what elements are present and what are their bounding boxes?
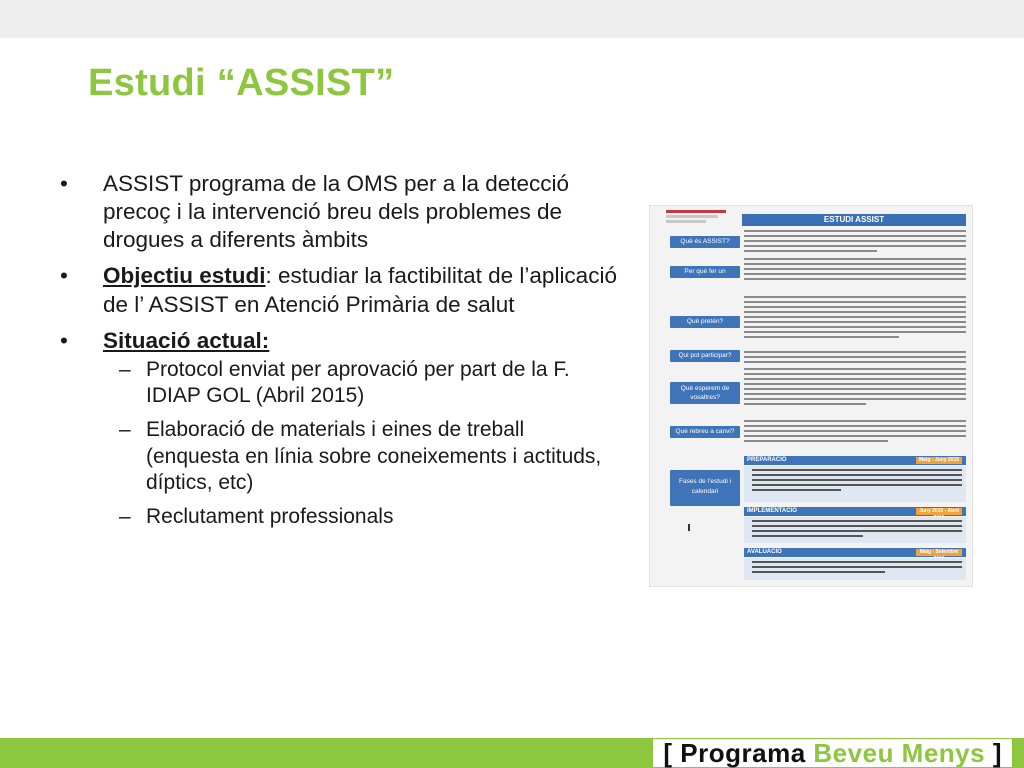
sub-bullet-item: – Reclutament professionals xyxy=(103,504,620,530)
bullet-label: Objectiu estudi xyxy=(103,263,266,289)
doc-answer xyxy=(744,368,966,408)
doc-question: Qui pot participar? xyxy=(670,350,740,362)
doc-question: Què pretén? xyxy=(670,316,740,328)
sub-bullet-item: – Elaboració de materials i eines de treball (enquesta en línia sobre coneixements i actituds, díptics, etc) xyxy=(103,417,620,496)
doc-answer xyxy=(744,351,966,366)
phase-dates: Maig - Juny 2015 xyxy=(916,457,962,464)
bullet-item xyxy=(60,170,620,254)
bullet-text: : estudiar la factibilitat de l’aplicació de l’ ASSIST en Atenció Primària de salut xyxy=(103,263,617,317)
bullet-text: ASSIST programa de la OMS per a la detecció precoç i la intervenció breu dels problemes de drogues a diferents àmbits xyxy=(103,171,570,253)
program-brand: [ Programa Beveu Menys ] xyxy=(653,739,1012,767)
sub-bullet-item: – Protocol enviat per aprovació per part de la F. IDIAP GOL (Abril 2015) xyxy=(103,357,620,410)
sub-bullet-list xyxy=(103,357,620,531)
doc-answer xyxy=(744,296,966,341)
bullet-item xyxy=(60,262,620,318)
agency-logo xyxy=(666,210,736,230)
phase-band: IMPLEMENTACIÓ Juny 2015 - Abril xyxy=(744,507,966,516)
slide-title: Estudi “ASSIST” xyxy=(88,62,395,104)
bullet-label: Situació actual: xyxy=(103,327,270,353)
phase-content xyxy=(744,558,966,580)
doc-answer xyxy=(744,420,966,445)
decorative-mark xyxy=(688,524,690,531)
slide-body xyxy=(60,170,620,538)
doc-question: Què esperem de vosaltres? xyxy=(670,382,740,404)
phase-dates: Maig - Setembre xyxy=(916,549,962,556)
doc-answer xyxy=(744,230,966,255)
top-bar xyxy=(0,0,1024,38)
phase-content xyxy=(744,466,966,502)
doc-question: Què és ASSIST? xyxy=(670,236,740,248)
phase-band: PREPARACIÓ Maig - Juny 2015 xyxy=(744,456,966,465)
doc-question: Fases de l’estudi i calendari xyxy=(670,470,740,506)
phase-band: AVALUACIÓ Maig - Setembre xyxy=(744,548,966,557)
document-header: ESTUDI ASSIST xyxy=(742,214,966,226)
bullet-item xyxy=(60,327,620,531)
phase-content xyxy=(744,517,966,543)
phase-dates: Juny 2015 - Abril xyxy=(916,508,962,515)
doc-question: Què rebreu a canvi? xyxy=(670,426,740,438)
doc-answer xyxy=(744,258,966,283)
bullet-list xyxy=(60,170,620,530)
study-document-image xyxy=(649,205,973,587)
doc-question: Per què fer un xyxy=(670,266,740,278)
